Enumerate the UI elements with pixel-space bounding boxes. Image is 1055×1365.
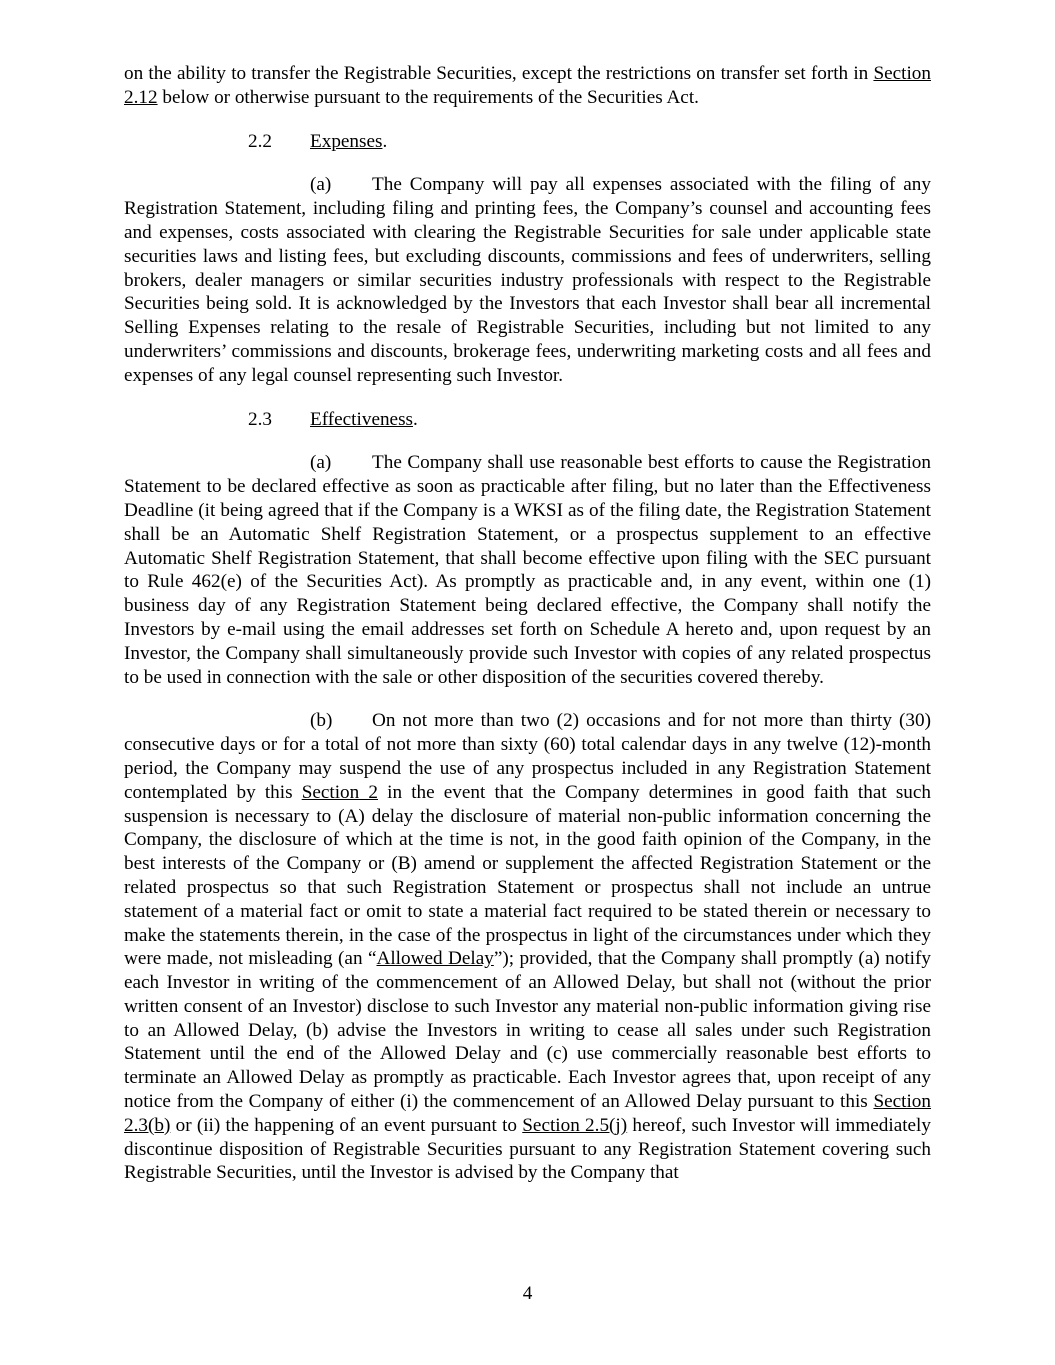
- paragraph-text-5: hereof, such Investor will immediately discontinue disposition of Registrable Securities pursuant to any Registration Statement covering such Registrable Securities, until the Investor is advised by the Company that: [124, 1114, 931, 1184]
- intro-text-1: on the ability to transfer the Registrable Securities, except the restrictions on transfer set forth in: [124, 63, 874, 84]
- section-2-12-link[interactable]: Section 2.12: [124, 63, 931, 108]
- paragraph-text-2: in the event that the Company determines in good faith that such suspension is necessary to (A) delay the disclosure of material non-public information concerning the Company, the disclosure of which at the time is not, in the good faith opinion of the Company, in the best interests of the Company or (B) amend or supplement the affected Registration Statement or the related prospectus so that such Registration Statement or prospectus shall not include an untrue statement of a material fact or omit to state a material fact required to be stated therein or necessary to make the statements therein, in the case of the prospectus in light of the circumstances under which they were made, not misleading (an “: [124, 781, 931, 970]
- section-number: 2.3: [248, 408, 272, 430]
- paragraph-2-3-b: [124, 709, 931, 1185]
- section-2-3-heading: [124, 408, 931, 432]
- section-title: Effectiveness: [310, 408, 414, 430]
- section-number: 2.2: [248, 130, 272, 152]
- paragraph-label: (b): [310, 710, 333, 732]
- intro-text-2: below or otherwise pursuant to the requirements of the Securities Act.: [157, 86, 699, 108]
- section-title: Expenses: [310, 130, 383, 152]
- page-number: 4: [522, 1283, 533, 1304]
- paragraph-text-1: On not more than two (2) occasions and for not more than thirty (30) consecutive days or for a total of not more than sixty (60) total calendar days in any twelve (12)-month period, the Company may suspend the use of any prospectus included in any Registration Statement contemplated by this: [124, 710, 931, 803]
- paragraph-text: The Company will pay all expenses associated with the filing of any Registration Statement, including filing and printing fees, the Company’s counsel and accounting fees and expenses, costs associated with clearing the Registrable Securities for sale under applicable state securities laws and listing fees, but excluding discounts, commissions and fees of underwriters, selling brokers, dealer managers or similar securities industry professionals with respect to the Registrable Securities being sold. It is acknowledged by the Investors that each Investor shall bear all incremental Selling Expenses relating to the resale of Registrable Securities, including but not limited to any underwriters’ commissions and discounts, brokerage fees, underwriting marketing costs and all fees and expenses of any legal counsel representing such Investor.: [124, 174, 931, 386]
- paragraph-2-3-a: [124, 451, 931, 689]
- allowed-delay-term: Allowed Delay: [376, 948, 494, 970]
- section-title-punct: .: [413, 408, 418, 430]
- paragraph-label: (a): [310, 174, 332, 196]
- document-page: [124, 62, 931, 1185]
- paragraph-2-2-a: [124, 173, 931, 387]
- section-2-5-j-link[interactable]: Section 2.5(j): [522, 1114, 628, 1136]
- section-title-punct: .: [382, 130, 388, 152]
- intro-paragraph: [124, 62, 931, 110]
- section-2-2-heading: [124, 130, 931, 154]
- paragraph-text: The Company shall use reasonable best efforts to cause the Registration Statement to be declared effective as soon as practicable after filing, but no later than the Effectiveness Deadline (it being agreed that if the Company is a WKSI as of the filing date, the Registration Statement shall be an Automatic Shelf Registration Statement, or a prospectus supplement to an effective Automatic Shelf Registration Statement, that shall become effective upon filing with the SEC pursuant to Rule 462(e) of the Securities Act). As promptly as practicable and, in any event, within one (1) business day of any Registration Statement being declared effective, the Company shall notify the Investors by e-mail using the email addresses set forth on Schedule A hereto and, upon request by an Investor, the Company shall simultaneously provide such Investor with copies of any related prospectus to be used in connection with the sale or other disposition of the securities covered thereby.: [124, 452, 931, 688]
- paragraph-text-3: ”); provided, that the Company shall promptly (a) notify each Investor in writing of the commencement of an Allowed Delay, but shall not (without the prior written consent of an Investor) disclose to such Investor any material non-public information giving rise to an Allowed Delay, (b) advise the Investors in writing to cease all sales under such Registration Statement until the end of the Allowed Delay and (c) use commercially reasonable best efforts to terminate an Allowed Delay as promptly as practicable. Each Investor agrees that, upon receipt of any notice from the Company of either (i) the commencement of an Allowed Delay pursuant to this: [124, 948, 931, 1113]
- paragraph-text-4: or (ii) the happening of an event pursuant to: [170, 1114, 523, 1136]
- section-2-3-b-link[interactable]: Section 2.3(b): [124, 1091, 931, 1136]
- paragraph-label: (a): [310, 452, 332, 474]
- section-2-link[interactable]: Section 2: [301, 781, 378, 803]
